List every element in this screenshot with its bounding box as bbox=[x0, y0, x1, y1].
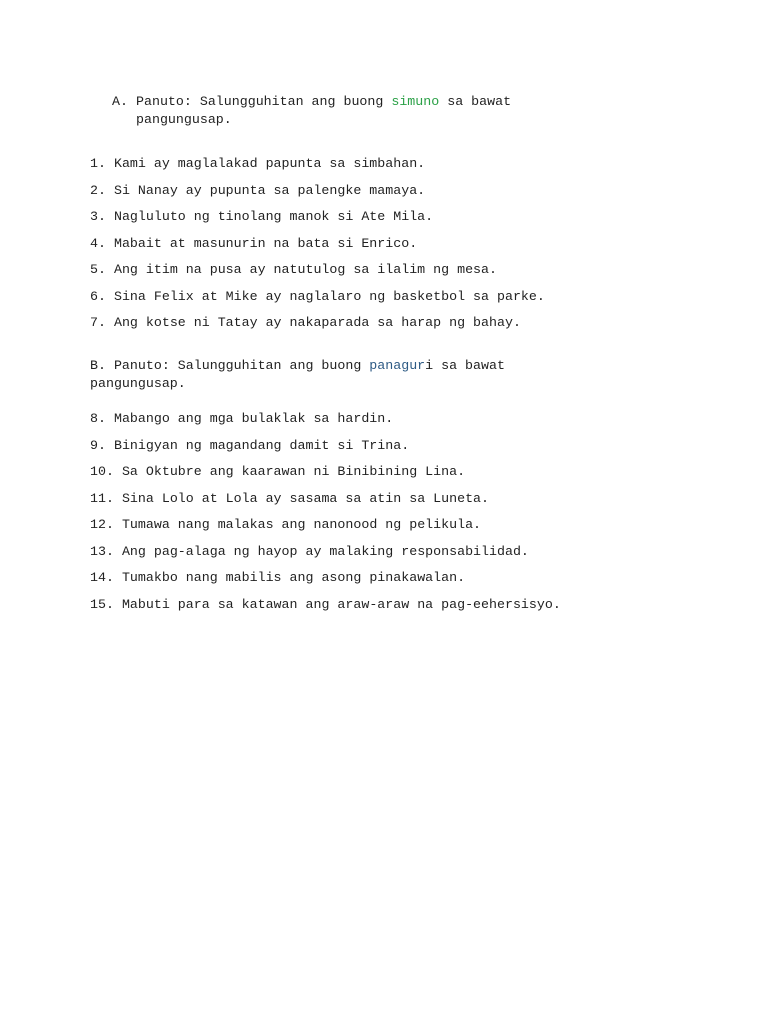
item-number: 2. bbox=[90, 182, 106, 198]
item-text: Binigyan ng magandang damit si Trina. bbox=[113, 437, 410, 453]
list-item bbox=[90, 596, 561, 623]
item-number: 5. bbox=[90, 262, 106, 277]
item-text: Mabait at masunurin na bata si Enrico. bbox=[113, 235, 418, 251]
instruction-a-before: Panuto: Salungguhitan ang buong bbox=[136, 94, 392, 109]
list-item bbox=[90, 463, 561, 490]
item-text: Sa Oktubre ang kaarawan ni Binibining Lina. bbox=[121, 464, 466, 479]
item-text: Sina Felix at Mike ay naglalaro ng basketbol sa parke. bbox=[113, 288, 545, 304]
item-text: Ang itim na pusa ay natutulog sa ilalim ng mesa. bbox=[113, 262, 497, 277]
item-text: Mabango ang mga bulaklak sa hardin. bbox=[113, 411, 394, 426]
instruction-b bbox=[90, 357, 570, 393]
highlight-panaguri: panagur bbox=[369, 358, 426, 373]
list-item bbox=[90, 490, 561, 517]
item-number: 9. bbox=[90, 437, 106, 453]
list-item bbox=[90, 155, 545, 182]
item-number: 13. bbox=[90, 543, 114, 559]
item-text: Mabuti para sa katawan ang araw-araw na pag-eehersisyo. bbox=[121, 596, 561, 612]
instruction-a-marker: A. bbox=[112, 94, 128, 109]
item-number: 15. bbox=[90, 596, 114, 612]
instruction-b-before: Panuto: Salungguhitan ang buong bbox=[113, 358, 370, 373]
list-section-b bbox=[90, 410, 561, 622]
instruction-b-after: sa bawat pangungusap. bbox=[90, 358, 505, 391]
highlight-panaguri-tail: i bbox=[425, 358, 434, 373]
list-item bbox=[90, 569, 561, 596]
item-number: 1. bbox=[90, 156, 106, 171]
item-text: Tumawa nang malakas ang nanonood ng pelikula. bbox=[121, 517, 482, 532]
instruction-a-text bbox=[136, 93, 582, 129]
list-item bbox=[90, 437, 561, 464]
item-text: Ang kotse ni Tatay ay nakaparada sa harap ng bahay. bbox=[113, 315, 521, 330]
item-text: Kami ay maglalakad papunta sa simbahan. bbox=[113, 156, 426, 171]
instruction-b-marker: B. bbox=[90, 358, 106, 373]
item-number: 4. bbox=[90, 235, 106, 251]
list-item bbox=[90, 235, 545, 262]
list-item bbox=[90, 314, 545, 341]
list-item bbox=[90, 182, 545, 209]
item-number: 8. bbox=[90, 411, 106, 426]
item-text: Tumakbo nang mabilis ang asong pinakawalan. bbox=[121, 570, 466, 585]
item-number: 12. bbox=[90, 517, 114, 532]
item-number: 14. bbox=[90, 570, 114, 585]
highlight-simuno: simuno bbox=[391, 94, 440, 109]
item-number: 7. bbox=[90, 315, 106, 330]
item-number: 3. bbox=[90, 209, 106, 224]
item-text: Si Nanay ay pupunta sa palengke mamaya. bbox=[113, 182, 426, 198]
list-item bbox=[90, 410, 561, 437]
list-item bbox=[90, 261, 545, 288]
item-text: Ang pag-alaga ng hayop ay malaking responsabilidad. bbox=[121, 543, 529, 559]
instruction-a-after: sa bawat pangungusap. bbox=[136, 94, 512, 127]
item-text: Nagluluto ng tinolang manok si Ate Mila. bbox=[113, 209, 434, 224]
item-text: Sina Lolo at Lola ay sasama sa atin sa Luneta. bbox=[121, 490, 490, 506]
instruction-a bbox=[112, 93, 582, 129]
list-item bbox=[90, 288, 545, 315]
item-number: 10. bbox=[90, 464, 114, 479]
list-item bbox=[90, 208, 545, 235]
item-number: 6. bbox=[90, 288, 106, 304]
list-section-a bbox=[90, 155, 545, 341]
list-item bbox=[90, 543, 561, 570]
item-number: 11. bbox=[90, 490, 114, 506]
list-item bbox=[90, 516, 561, 543]
